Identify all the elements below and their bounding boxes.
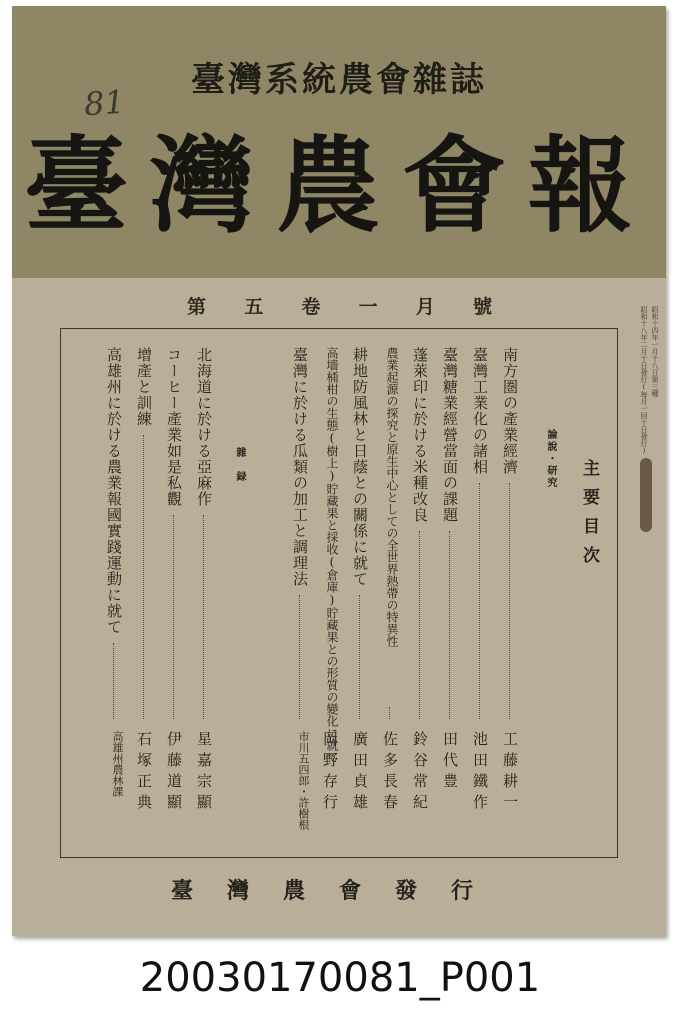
toc-article: [377, 347, 401, 837]
toc-article-author: 市川五四郎・許樹根: [297, 731, 310, 830]
toc-article-title: 臺灣糖業經營當面の課題: [441, 347, 459, 523]
toc-article-author: 岡野存行: [321, 731, 339, 815]
publisher: 臺灣農會發行: [170, 879, 507, 904]
toc-article-title: 高墻桶柑の生態(樹上)貯藏果と採收(倉庫)貯藏果との形質の變化に就て: [325, 347, 339, 763]
toc-article-title: 蓬萊印に於ける米種改良: [411, 347, 429, 523]
toc-article-author: 伊藤道顯: [165, 731, 183, 815]
issue-month: 月: [415, 296, 435, 318]
issue-kan: 卷: [301, 296, 321, 318]
toc-article-title: 高雄州に於ける農業報國實踐運動に就て: [105, 347, 123, 635]
toc-article-author: 高雄州農林課: [111, 731, 124, 797]
toc-article-author: 佐多長春: [381, 731, 399, 815]
leader-dots: [359, 595, 360, 719]
issue-dai: 第: [187, 296, 207, 318]
toc-article: [287, 347, 311, 837]
leader-dots: [389, 707, 390, 719]
toc-article-author: 工藤耕一: [501, 731, 519, 815]
toc-article-title: 增產と訓練: [135, 347, 153, 427]
toc-article-author: 廣田貞雄: [351, 731, 369, 815]
leader-dots: [299, 595, 300, 719]
toc-section-misc: 雜録: [234, 447, 245, 495]
leader-dots: [173, 515, 174, 719]
leader-dots: [479, 483, 480, 719]
toc-article-title: 農業起源の探究と原生中心としての全世界熱帶の特異性: [385, 347, 399, 647]
toc-article: [191, 347, 215, 837]
issue-label: [187, 292, 492, 319]
side-note-line-2: 昭和十八年二月十日發行(毎月一回十日發行): [640, 306, 648, 455]
toc-article: [317, 347, 341, 837]
toc-article-author: 鈴谷常紀: [411, 731, 429, 815]
toc-heading: 主要目次: [579, 459, 599, 575]
toc-article: [407, 347, 431, 837]
toc-article-title: 南方圏の產業經濟: [501, 347, 519, 475]
issue-go: 號: [472, 296, 492, 318]
toc-article: [347, 347, 371, 837]
toc-article-title: 臺灣工業化の諸相: [471, 347, 489, 475]
issue-one: 一: [358, 296, 378, 318]
handwritten-number: 81: [82, 82, 126, 124]
toc-article: [437, 347, 461, 837]
side-note-line-1: 昭和十四年一月十八日第三種: [651, 306, 659, 397]
issue-five: 五: [244, 296, 264, 318]
toc-article-title: 北海道に於ける亞麻作: [195, 347, 213, 507]
toc-section-research: 論說・研究: [545, 429, 556, 489]
magazine-subtitle: 臺灣系統農會雜誌: [191, 60, 487, 100]
leader-dots: [329, 707, 330, 719]
leader-dots: [509, 483, 510, 719]
toc-article: [161, 347, 185, 837]
toc-article: [497, 347, 521, 837]
magazine-cover: [12, 6, 666, 936]
archive-caption: 20030170081_P001: [139, 955, 541, 1001]
leader-dots: [203, 515, 204, 719]
leader-dots: [449, 531, 450, 719]
toc-article-title: 臺灣に於ける瓜類の加工と調理法: [291, 347, 309, 587]
leader-dots: [143, 435, 144, 719]
toc-article-title: 耕地防風林と日蔭との關係に就て: [351, 347, 369, 587]
toc-article: [101, 347, 125, 837]
binding-stain: [640, 458, 652, 532]
magazine-title: 臺灣農會報: [23, 125, 654, 247]
toc-article-author: 池田鐵作: [471, 731, 489, 815]
leader-dots: [113, 643, 114, 719]
toc-article-title: コーヒー產業如是私觀: [165, 347, 183, 507]
toc-article: [131, 347, 155, 837]
toc-article: [467, 347, 491, 837]
toc-article-author: 星嘉宗顯: [195, 731, 213, 815]
table-of-contents: [60, 328, 618, 858]
toc-article-author: 石塚正典: [135, 731, 153, 815]
toc-article-author: 田代豊: [441, 731, 459, 794]
leader-dots: [419, 531, 420, 719]
